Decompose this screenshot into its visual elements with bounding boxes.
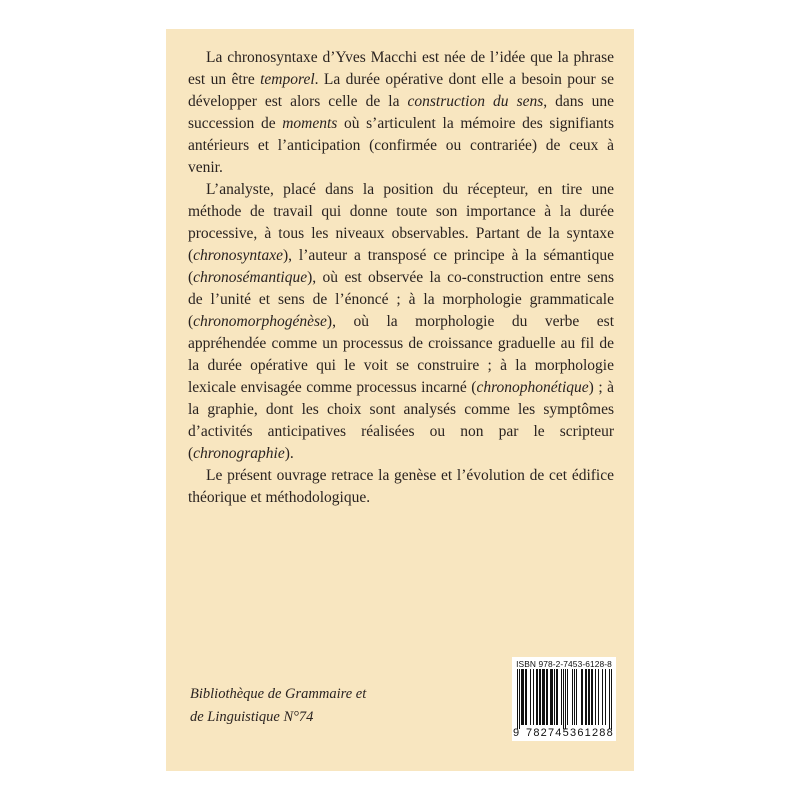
- blurb-paragraph-3: [188, 465, 614, 509]
- text-run: où s’articulent la mémoire des signifiants antérieurs et l’anticipation (confirmée ou contrariée) de ceux à venir.: [188, 115, 614, 176]
- barcode-bar: [540, 669, 541, 725]
- barcode-bar: [525, 669, 526, 725]
- barcode-bar: [561, 669, 562, 725]
- barcode-bar: [517, 669, 518, 729]
- barcode-bar: [519, 669, 520, 729]
- barcode-bar: [546, 669, 547, 725]
- isbn-label: ISBN 978-2-7453-6128-8: [516, 659, 612, 669]
- barcode-bar: [544, 669, 545, 725]
- barcode-bar: [567, 669, 568, 725]
- barcode-bar: [521, 669, 522, 725]
- barcode-bar: [554, 669, 555, 725]
- barcode-bar: [550, 669, 551, 725]
- text-run: ) ; à la graphie, dont les choix sont analysés comme les symptômes d’activités anticipatives réalisées ou non par le scripteur (: [188, 379, 614, 462]
- barcode-bar: [586, 669, 587, 725]
- blurb-text: [188, 47, 614, 509]
- barcode-first-digit: 9: [513, 727, 520, 739]
- italic-term: chronophonétique: [476, 379, 589, 396]
- italic-term: chronosémantique: [193, 269, 308, 286]
- barcode-bar: [565, 669, 566, 729]
- barcode-bar: [526, 669, 527, 725]
- barcode-right-digits: 361288: [570, 727, 614, 739]
- barcode-bar: [543, 669, 544, 725]
- text-run: ), où la morphologie du verbe est appréhendée comme un processus de croissance graduelle au fil de la durée opérative qui le voit se construire ; à la morphologie lexicale envisagée comme processus incarné (: [188, 313, 614, 396]
- barcode-bars: [512, 669, 616, 729]
- series-title: [190, 683, 366, 729]
- barcode-bar: [605, 669, 606, 725]
- barcode-bar: [563, 669, 564, 729]
- blurb-paragraph-1: [188, 47, 614, 179]
- barcode-bar: [557, 669, 558, 725]
- text-run: , dans une succession de: [188, 93, 615, 132]
- barcode-bar: [523, 669, 524, 725]
- text-run: L’analyste, placé dans la position du récepteur, en tire une méthode de travail qui donne toute son importance à la durée processive, à tous les niveaux observables. Partant de la syntaxe (: [188, 181, 614, 264]
- barcode-bar: [611, 669, 612, 729]
- barcode-bar: [542, 669, 543, 725]
- series-title-line-1: Bibliothèque de Grammaire et: [190, 686, 367, 702]
- italic-term: chronosyntaxe: [193, 247, 283, 264]
- barcode-bar: [537, 669, 538, 725]
- text-run: . La durée opérative dont elle a besoin pour se développer est alors celle de la: [188, 71, 615, 110]
- barcode-bar: [551, 669, 552, 725]
- italic-term: temporel: [260, 71, 315, 88]
- isbn-barcode: [512, 657, 616, 741]
- series-title-line-2: de Linguistique N°74: [190, 709, 314, 725]
- barcode-bar: [574, 669, 575, 725]
- barcode-bar: [609, 669, 610, 729]
- text-run: ), où est observée la co-construction entre sens de l’unité et sens de l’énoncé ; à la morphologie grammaticale (: [188, 269, 614, 330]
- barcode-left-digits: 782745: [526, 727, 570, 739]
- barcode-bar: [539, 669, 540, 725]
- barcode-bar: [552, 669, 553, 725]
- barcode-bar: [585, 669, 586, 725]
- barcode-bar: [547, 669, 548, 725]
- text-run: ).: [284, 445, 294, 462]
- barcode-bar: [602, 669, 603, 725]
- italic-term: moments: [282, 115, 338, 132]
- barcode-bar: [582, 669, 583, 725]
- barcode-bar: [598, 669, 599, 725]
- italic-term: chronographie: [193, 445, 285, 462]
- text-run: Le présent ouvrage retrace la genèse et l’évolution de cet édifice théorique et méthodologique.: [188, 467, 614, 506]
- italic-term: chronomorphogénèse: [193, 313, 327, 330]
- barcode-bar: [581, 669, 582, 725]
- barcode-bar: [588, 669, 589, 725]
- text-run: ), l’auteur a transposé ce principe à la sémantique (: [188, 247, 614, 286]
- barcode-bar: [533, 669, 534, 725]
- text-run: La chronosyntaxe d’Yves Macchi est née de l’idée que la phrase est un être: [188, 49, 614, 88]
- barcode-bar: [591, 669, 592, 725]
- italic-term: construction du sens: [407, 93, 544, 110]
- barcode-bar: [576, 669, 577, 725]
- barcode-bar: [572, 669, 573, 725]
- barcode-bar: [522, 669, 523, 725]
- barcode-bar: [589, 669, 590, 725]
- blurb-paragraph-2: [188, 179, 614, 465]
- barcode-bar: [536, 669, 537, 725]
- barcode-bar: [592, 669, 593, 725]
- barcode-bar: [595, 669, 596, 725]
- barcode-bar: [530, 669, 531, 725]
- barcode-bar: [556, 669, 557, 725]
